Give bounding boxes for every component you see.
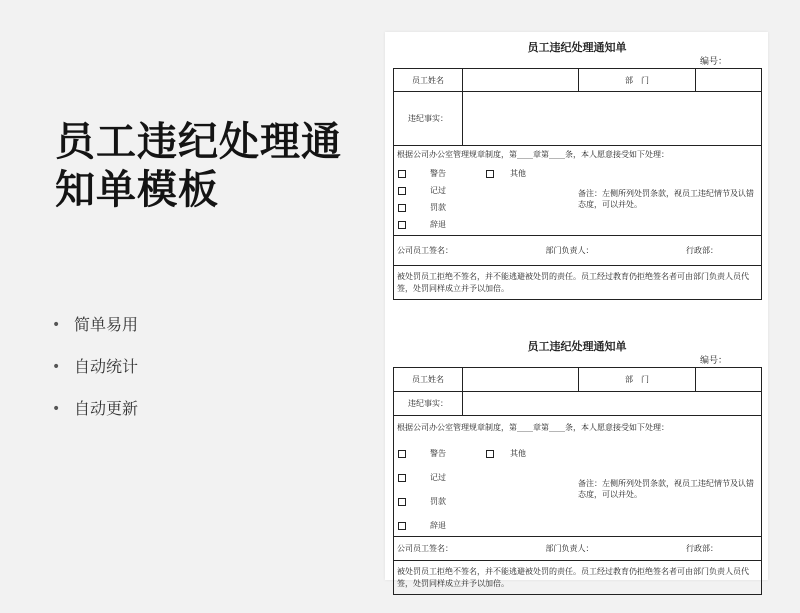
option-dismissal[interactable]: 辞退 xyxy=(398,219,446,230)
footnote: 被处罚员工拒绝不签名，并不能逃避被处罚的责任。员工经过教育仍拒绝签名者可由部门负责人员代签，处罚同样成立并予以加倍。 xyxy=(394,266,762,300)
dept-head-signature-label: 部门负责人： xyxy=(545,246,594,255)
facts-field[interactable] xyxy=(463,392,762,416)
facts-field[interactable] xyxy=(463,92,762,146)
feature-item xyxy=(52,312,138,354)
employee-signature-label: 公司员工签名： xyxy=(397,246,453,255)
signature-row xyxy=(394,236,762,266)
name-label: 员工姓名 xyxy=(394,69,463,92)
serial-number-label: 编号： xyxy=(699,57,727,67)
option-demerit[interactable]: 记过 xyxy=(398,472,446,483)
name-field[interactable] xyxy=(463,368,579,392)
document-preview xyxy=(385,32,768,588)
checkbox-icon[interactable] xyxy=(398,474,406,482)
dept-head-signature-label: 部门负责人： xyxy=(545,544,594,553)
feature-item xyxy=(52,396,138,438)
page-title: 员工违纪处理通知单模板 xyxy=(55,119,342,213)
form-table xyxy=(393,68,762,300)
option-demerit[interactable]: 记过 xyxy=(398,185,446,196)
facts-label: 违纪事实： xyxy=(394,392,463,416)
facts-label: 违纪事实： xyxy=(394,92,463,146)
checkbox-icon[interactable] xyxy=(398,170,406,178)
checkbox-icon[interactable] xyxy=(486,170,494,178)
dept-field[interactable] xyxy=(696,69,762,92)
checkbox-icon[interactable] xyxy=(398,522,406,530)
feature-label: 自动统计 xyxy=(74,357,139,376)
dept-label: 部 门 xyxy=(579,69,696,92)
option-warning[interactable]: 警告 xyxy=(398,168,446,179)
option-dismissal[interactable]: 辞退 xyxy=(398,520,446,531)
admin-signature-label: 行政部： xyxy=(686,544,718,553)
bullet-icon: • xyxy=(52,317,61,333)
notice-form xyxy=(393,40,761,300)
checkbox-icon[interactable] xyxy=(398,204,406,212)
footnote: 被处罚员工拒绝不签名，并不能逃避被处罚的责任。员工经过教育仍拒绝签名者可由部门负责人员代签，处罚同样成立并予以加倍。 xyxy=(394,561,762,595)
option-other[interactable]: 其他 xyxy=(486,448,526,459)
option-other[interactable]: 其他 xyxy=(486,168,526,179)
feature-list xyxy=(52,312,138,438)
checkbox-icon[interactable] xyxy=(486,450,494,458)
option-fine[interactable]: 罚款 xyxy=(398,496,446,507)
feature-label: 简单易用 xyxy=(74,315,139,334)
option-warning[interactable]: 警告 xyxy=(398,448,446,459)
admin-signature-label: 行政部： xyxy=(686,246,718,255)
name-label: 员工姓名 xyxy=(394,368,463,392)
checkbox-icon[interactable] xyxy=(398,221,406,229)
bullet-icon: • xyxy=(52,401,61,417)
employee-signature-label: 公司员工签名： xyxy=(397,544,453,553)
dept-field[interactable] xyxy=(696,368,762,392)
form-heading: 员工违纪处理通知单 xyxy=(527,340,627,353)
dept-label: 部 门 xyxy=(579,368,696,392)
feature-item xyxy=(52,354,138,396)
name-field[interactable] xyxy=(463,69,579,92)
penalty-section xyxy=(394,416,762,537)
option-fine[interactable]: 罚款 xyxy=(398,202,446,213)
form-heading: 员工违纪处理通知单 xyxy=(527,41,627,54)
checkbox-icon[interactable] xyxy=(398,187,406,195)
penalty-section xyxy=(394,146,762,236)
bullet-icon: • xyxy=(52,359,61,375)
checkbox-icon[interactable] xyxy=(398,450,406,458)
penalty-remark: 备注：左侧所列处罚条款，视员工违纪情节及认错态度，可以并处。 xyxy=(578,479,754,499)
signature-row xyxy=(394,537,762,561)
checkbox-icon[interactable] xyxy=(398,498,406,506)
penalty-intro: 根据公司办公室管理规章制度，第____章第____条，本人愿意接受如下处理： xyxy=(397,150,669,159)
feature-label: 自动更新 xyxy=(74,399,139,418)
penalty-intro: 根据公司办公室管理规章制度，第____章第____条，本人愿意接受如下处理： xyxy=(397,423,669,432)
penalty-remark: 备注：左侧所列处罚条款，视员工违纪情节及认错态度，可以并处。 xyxy=(578,189,754,209)
serial-number-label: 编号： xyxy=(699,356,727,366)
form-table xyxy=(393,367,762,595)
notice-form xyxy=(393,339,761,595)
